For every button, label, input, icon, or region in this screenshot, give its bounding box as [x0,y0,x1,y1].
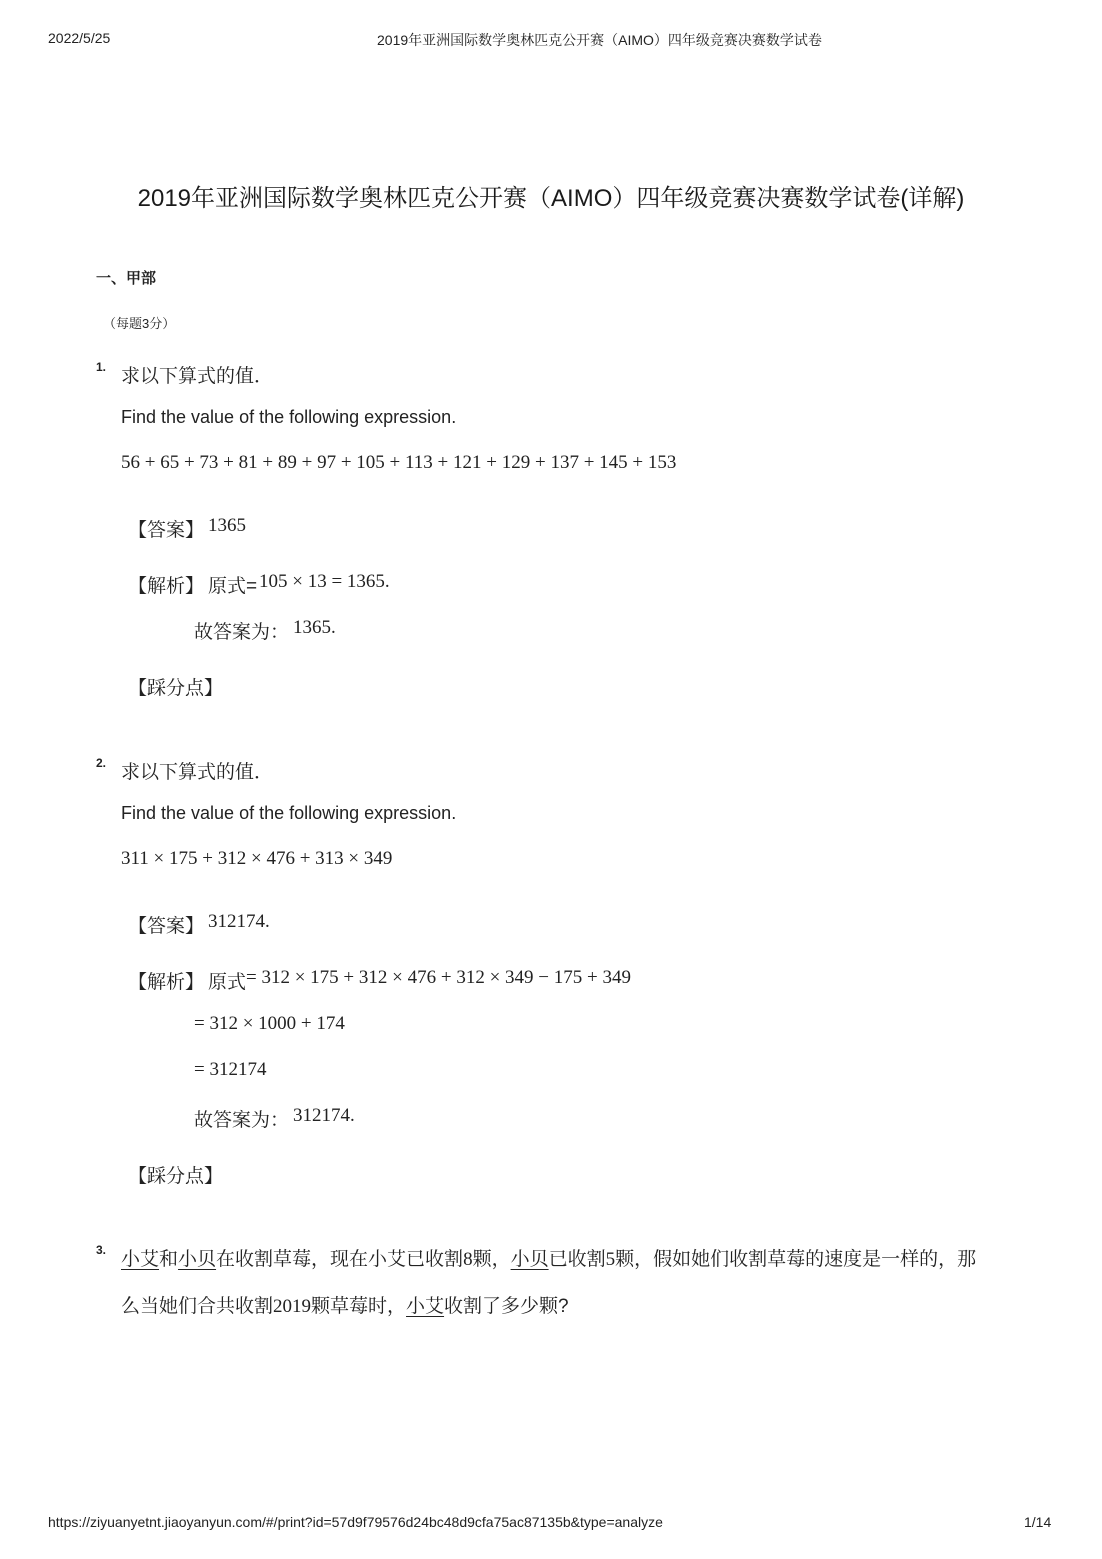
section-heading: 一、甲部 [96,270,157,287]
name-link: 小艾 [121,1249,160,1270]
print-date: 2022/5/25 [48,30,111,46]
points-label: 【踩分点】 [128,1166,224,1187]
question-number: 3. [96,1243,107,1257]
page-number: 1/14 [1024,1514,1052,1530]
question-text-line-2: 么当她们合共收割2019颗草莓时，小艾收割了多少颗? [121,1296,569,1317]
question-number: 1. [96,360,107,374]
name-link: 小贝 [178,1249,217,1270]
analysis-prefix: 原式 [208,972,247,993]
page-title: 2019年亚洲国际数学奥林匹克公开赛（AIMO）四年级竞赛决赛数学试卷(详解) [137,185,965,212]
print-url: https://ziyuanyetnt.jiaoyanyun.com/#/print?id=57d9f79576d24bc48d9cfa75ac87135b&type=analyze [48,1514,663,1530]
question-prompt-en: Find the value of the following expression. [121,803,457,823]
therefore-label: 故答案为： [194,1110,290,1131]
question-prompt-cn: 求以下算式的值． [121,366,274,387]
name-link: 小艾 [406,1296,445,1317]
analysis-label: 【解析】 [128,972,205,993]
analysis-label: 【解析】 [128,576,205,597]
analysis-line: 105 × 13 = 1365. [259,571,390,592]
name-link: 小贝 [510,1249,549,1270]
final-answer: 1365. [293,617,336,638]
answer-label: 【答案】 [128,916,205,937]
analysis-line: = 312 × 175 + 312 × 476 + 312 × 349 − 175 + 349 [246,967,631,988]
question-prompt-en: Find the value of the following expression. [121,407,457,427]
points-label: 【踩分点】 [128,678,224,699]
answer-label: 【答案】 [128,520,205,541]
answer-value: 1365 [208,515,246,536]
question-prompt-cn: 求以下算式的值． [121,762,274,783]
question-number: 2. [96,756,107,770]
final-answer: 312174. [293,1105,355,1126]
analysis-prefix: 原式= [208,576,258,597]
therefore-label: 故答案为： [194,622,290,643]
question-expression: 311 × 175 + 312 × 476 + 313 × 349 [121,848,393,869]
question-expression: 56 + 65 + 73 + 81 + 89 + 97 + 105 + 113 + 121 + 129 + 137 + 145 + 153 [121,452,677,473]
analysis-line: = 312 × 1000 + 174 [194,1013,345,1034]
section-note: （每题3分） [103,316,176,331]
analysis-line: = 312174 [194,1059,267,1080]
answer-value: 312174. [208,911,270,932]
question-text-line-1: 小艾和小贝在收割草莓，现在小艾已收割8颗，小贝已收割5颗，假如她们收割草莓的速度是一样的，那 [121,1249,977,1270]
print-header-title: 2019年亚洲国际数学奥林匹克公开赛（AIMO）四年级竞赛决赛数学试卷 [377,32,822,48]
